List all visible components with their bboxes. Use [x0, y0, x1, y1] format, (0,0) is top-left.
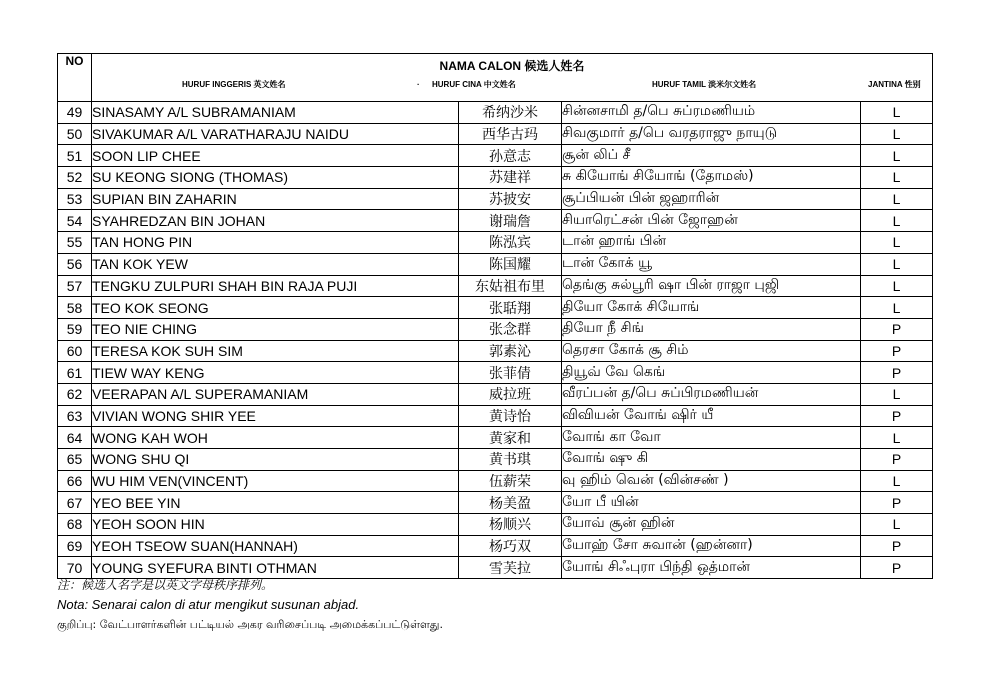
- cell-no: 70: [58, 557, 92, 579]
- table-row: [58, 167, 933, 189]
- cell-gender: L: [861, 210, 933, 232]
- cell-gender: L: [861, 514, 933, 536]
- cell-gender: L: [861, 123, 933, 145]
- cell-english-name: SUPIAN BIN ZAHARIN: [92, 188, 459, 210]
- cell-no: 52: [58, 167, 92, 189]
- cell-gender: P: [861, 492, 933, 514]
- header-gender: JANTINA 性别: [868, 80, 921, 89]
- note-chinese: 注：候选人名字是以英文字母秩序排列。: [57, 578, 274, 592]
- cell-gender: L: [861, 145, 933, 167]
- cell-chinese-name: 孙意志: [459, 145, 562, 167]
- cell-gender: L: [861, 167, 933, 189]
- table-row: [58, 514, 933, 536]
- cell-chinese-name: 东姑祖布里: [459, 275, 562, 297]
- cell-tamil-name: சியாரெட்சன் பின் ஜோஹன்: [562, 210, 861, 232]
- cell-chinese-name: 张念群: [459, 318, 562, 340]
- header-english-name: HURUF INGGERIS 英文姓名: [182, 80, 286, 89]
- cell-tamil-name: தெங்கு சுல்பூரி ஷா பின் ராஜா புஜி: [562, 275, 861, 297]
- cell-gender: L: [861, 188, 933, 210]
- cell-no: 63: [58, 405, 92, 427]
- cell-no: 67: [58, 492, 92, 514]
- table-row: [58, 383, 933, 405]
- cell-gender: L: [861, 427, 933, 449]
- cell-gender: P: [861, 362, 933, 384]
- cell-gender: L: [861, 383, 933, 405]
- cell-english-name: TIEW WAY KENG: [92, 362, 459, 384]
- cell-tamil-name: தியோ நீ சிங்: [562, 318, 861, 340]
- cell-no: 59: [58, 318, 92, 340]
- cell-tamil-name: யோஹ் சோ சுவான் (ஹன்னா): [562, 535, 861, 557]
- cell-tamil-name: தெரசா கோக் சூ சிம்: [562, 340, 861, 362]
- cell-chinese-name: 杨美盈: [459, 492, 562, 514]
- cell-english-name: SOON LIP CHEE: [92, 145, 459, 167]
- table-row: [58, 123, 933, 145]
- cell-no: 55: [58, 232, 92, 254]
- header-title: NAMA CALON 候选人姓名: [439, 59, 585, 73]
- notes: [57, 575, 443, 635]
- cell-no: 64: [58, 427, 92, 449]
- cell-chinese-name: 陈国耀: [459, 253, 562, 275]
- cell-chinese-name: 张菲倩: [459, 362, 562, 384]
- cell-gender: P: [861, 340, 933, 362]
- cell-chinese-name: 陈泓宾: [459, 232, 562, 254]
- cell-english-name: WONG KAH WOH: [92, 427, 459, 449]
- cell-chinese-name: 谢瑞詹: [459, 210, 562, 232]
- cell-no: 61: [58, 362, 92, 384]
- table-row: [58, 102, 933, 124]
- cell-tamil-name: சு கியோங் சியோங் (தோமஸ்): [562, 167, 861, 189]
- cell-gender: P: [861, 318, 933, 340]
- cell-english-name: SINASAMY A/L SUBRAMANIAM: [92, 102, 459, 124]
- table-row: [58, 427, 933, 449]
- header-candidate-name: [92, 54, 933, 102]
- table-row: [58, 449, 933, 471]
- header-no: NO: [58, 54, 92, 102]
- table-row: [58, 253, 933, 275]
- table-row: [58, 275, 933, 297]
- cell-tamil-name: சூப்பியன் பின் ஜஹாரின்: [562, 188, 861, 210]
- cell-tamil-name: விவியன் வோங் ஷிர் யீ: [562, 405, 861, 427]
- cell-no: 56: [58, 253, 92, 275]
- cell-chinese-name: 杨巧双: [459, 535, 562, 557]
- table-row: [58, 405, 933, 427]
- cell-gender: P: [861, 449, 933, 471]
- cell-tamil-name: வோங் ஷு கி: [562, 449, 861, 471]
- note-malay: Nota: Senarai calon di atur mengikut susunan abjad.: [57, 597, 360, 612]
- cell-chinese-name: 希纳沙米: [459, 102, 562, 124]
- table-row: [58, 362, 933, 384]
- cell-gender: L: [861, 470, 933, 492]
- table-row: [58, 492, 933, 514]
- cell-english-name: WU HIM VEN(VINCENT): [92, 470, 459, 492]
- cell-no: 53: [58, 188, 92, 210]
- cell-chinese-name: 雪芙拉: [459, 557, 562, 579]
- cell-gender: L: [861, 102, 933, 124]
- table-row: [58, 145, 933, 167]
- cell-no: 57: [58, 275, 92, 297]
- cell-tamil-name: தியோ கோக் சியோங்: [562, 297, 861, 319]
- table-row: [58, 470, 933, 492]
- note-tamil: குறிப்பு: வேட்பாளர்களின் பட்டியல் அகர வரிசைப்படி அமைக்கப்பட்டுள்ளது.: [57, 618, 443, 631]
- cell-english-name: TENGKU ZULPURI SHAH BIN RAJA PUJI: [92, 275, 459, 297]
- table-body: [58, 102, 933, 579]
- cell-no: 60: [58, 340, 92, 362]
- cell-chinese-name: 苏建祥: [459, 167, 562, 189]
- cell-chinese-name: 黄家和: [459, 427, 562, 449]
- cell-english-name: YEOH SOON HIN: [92, 514, 459, 536]
- cell-tamil-name: வீரப்பன் த/பெ சுப்பிரமணியன்: [562, 383, 861, 405]
- cell-english-name: TEO NIE CHING: [92, 318, 459, 340]
- cell-tamil-name: சூன் லிப் சீ: [562, 145, 861, 167]
- cell-no: 62: [58, 383, 92, 405]
- cell-chinese-name: 威拉班: [459, 383, 562, 405]
- cell-chinese-name: 杨顺兴: [459, 514, 562, 536]
- cell-chinese-name: 黄诗怡: [459, 405, 562, 427]
- cell-tamil-name: வு ஹிம் வென் (வின்சண் ): [562, 470, 861, 492]
- cell-no: 58: [58, 297, 92, 319]
- cell-tamil-name: யோவ் சூன் ஹின்: [562, 514, 861, 536]
- cell-english-name: SIVAKUMAR A/L VARATHARAJU NAIDU: [92, 123, 459, 145]
- cell-no: 66: [58, 470, 92, 492]
- table-row: [58, 232, 933, 254]
- candidate-table: [57, 53, 933, 579]
- cell-english-name: VEERAPAN A/L SUPERAMANIAM: [92, 383, 459, 405]
- cell-tamil-name: டான் கோக் யூ: [562, 253, 861, 275]
- table-row: [58, 340, 933, 362]
- cell-english-name: WONG SHU QI: [92, 449, 459, 471]
- cell-no: 49: [58, 102, 92, 124]
- cell-tamil-name: சிவகுமார் த/பெ வரதராஜு நாயுடு: [562, 123, 861, 145]
- table-row: [58, 297, 933, 319]
- cell-english-name: TAN KOK YEW: [92, 253, 459, 275]
- cell-english-name: SYAHREDZAN BIN JOHAN: [92, 210, 459, 232]
- cell-no: 54: [58, 210, 92, 232]
- cell-chinese-name: 郭素沁: [459, 340, 562, 362]
- table-row: [58, 318, 933, 340]
- cell-english-name: TAN HONG PIN: [92, 232, 459, 254]
- cell-english-name: YOUNG SYEFURA BINTI OTHMAN: [92, 557, 459, 579]
- cell-english-name: YEOH TSEOW SUAN(HANNAH): [92, 535, 459, 557]
- cell-chinese-name: 伍薪荣: [459, 470, 562, 492]
- cell-chinese-name: 西华古玛: [459, 123, 562, 145]
- cell-tamil-name: யோங் சிஃபுரா பிந்தி ஒத்மான்: [562, 557, 861, 579]
- cell-tamil-name: தியூவ் வே கெங்: [562, 362, 861, 384]
- cell-gender: P: [861, 405, 933, 427]
- cell-no: 68: [58, 514, 92, 536]
- header-tamil-name: HURUF TAMIL 淡米尔文姓名: [652, 80, 757, 89]
- cell-chinese-name: 张聒翔: [459, 297, 562, 319]
- header-stray-mark: .: [417, 78, 420, 87]
- header-chinese-name: HURUF CINA 中文姓名: [432, 80, 516, 89]
- cell-tamil-name: வோங் கா வோ: [562, 427, 861, 449]
- cell-english-name: VIVIAN WONG SHIR YEE: [92, 405, 459, 427]
- cell-gender: L: [861, 253, 933, 275]
- cell-english-name: SU KEONG SIONG (THOMAS): [92, 167, 459, 189]
- cell-tamil-name: யோ பீ யின்: [562, 492, 861, 514]
- cell-chinese-name: 黄书琪: [459, 449, 562, 471]
- cell-gender: P: [861, 557, 933, 579]
- table-row: [58, 535, 933, 557]
- cell-english-name: YEO BEE YIN: [92, 492, 459, 514]
- cell-no: 51: [58, 145, 92, 167]
- cell-tamil-name: டான் ஹாங் பின்: [562, 232, 861, 254]
- cell-gender: L: [861, 297, 933, 319]
- cell-no: 69: [58, 535, 92, 557]
- table-row: [58, 188, 933, 210]
- table-header-row: [58, 54, 933, 102]
- cell-english-name: TEO KOK SEONG: [92, 297, 459, 319]
- cell-gender: L: [861, 275, 933, 297]
- table-row: [58, 210, 933, 232]
- cell-gender: P: [861, 535, 933, 557]
- cell-no: 50: [58, 123, 92, 145]
- cell-tamil-name: சின்னசாமி த/பெ சுப்ரமணியம்: [562, 102, 861, 124]
- cell-english-name: TERESA KOK SUH SIM: [92, 340, 459, 362]
- cell-chinese-name: 苏披安: [459, 188, 562, 210]
- cell-no: 65: [58, 449, 92, 471]
- cell-gender: L: [861, 232, 933, 254]
